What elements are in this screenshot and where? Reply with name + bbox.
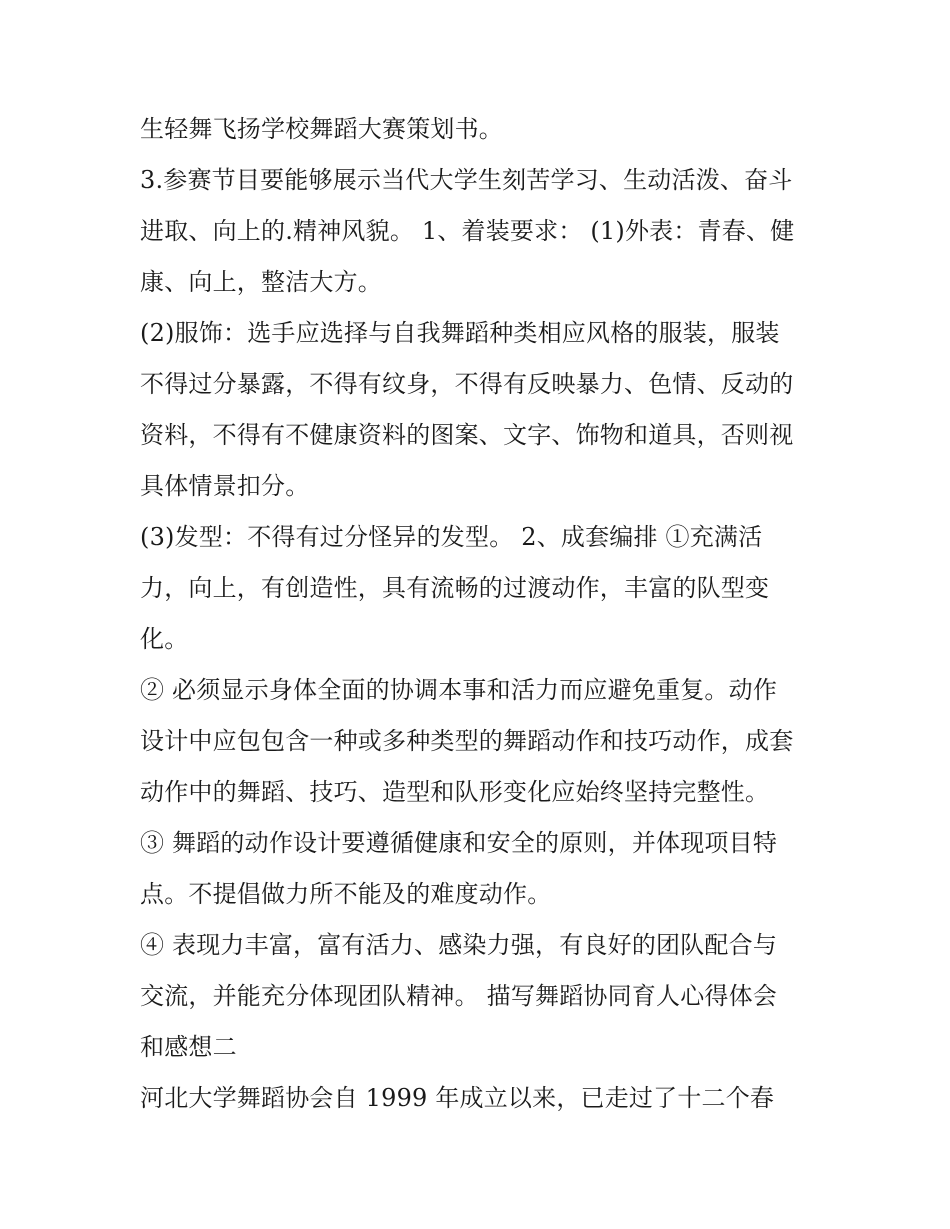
text-line: 河北大学舞蹈协会自 1999 年成立以来，已走过了十二个春 <box>140 1084 775 1112</box>
text-line: 生轻舞飞扬学校舞蹈大赛策划书。 <box>140 115 503 143</box>
text-line: ④ 表现力丰富，富有活力、感染力强，有良好的团队配合与 <box>140 931 778 959</box>
text-line: 康、向上，整洁大方。 <box>140 268 382 296</box>
text-line: ③ 舞蹈的动作设计要遵循健康和安全的原则，并体现项目特 <box>140 829 778 857</box>
text-line: 具体情景扣分。 <box>140 472 310 500</box>
text-line: 动作中的舞蹈、技巧、造型和队形变化应始终坚持完整性。 <box>140 778 770 806</box>
text-line: 和感想二 <box>140 1033 237 1061</box>
text-line: (3)发型：不得有过分怪异的发型。 2、成套编排 ①充满活 <box>140 523 763 551</box>
text-line: 化。 <box>140 625 189 653</box>
text-line: 设计中应包包含一种或多种类型的舞蹈动作和技巧动作，成套 <box>140 727 794 755</box>
text-line: 资料，不得有不健康资料的图案、文字、饰物和道具，否则视 <box>140 421 794 449</box>
text-line: 3.参赛节目要能够展示当代大学生刻苦学习、生动活泼、奋斗 <box>140 166 793 194</box>
text-line: 力，向上，有创造性，具有流畅的过渡动作，丰富的队型变 <box>140 574 770 602</box>
text-line: 交流，并能充分体现团队精神。 描写舞蹈协同育人心得体会 <box>140 982 778 1010</box>
text-line: ② 必须显示身体全面的协调本事和活力而应避免重复。动作 <box>140 676 778 704</box>
text-line: 点。不提倡做力所不能及的难度动作。 <box>140 880 552 908</box>
document-body <box>140 104 820 1124</box>
text-line: 进取、向上的.精神风貌。 1、着装要求： (1)外表：青春、健 <box>140 217 795 245</box>
text-line: 不得过分暴露，不得有纹身，不得有反映暴力、色情、反动的 <box>140 370 794 398</box>
text-line: (2)服饰：选手应选择与自我舞蹈种类相应风格的服装，服装 <box>140 319 780 347</box>
